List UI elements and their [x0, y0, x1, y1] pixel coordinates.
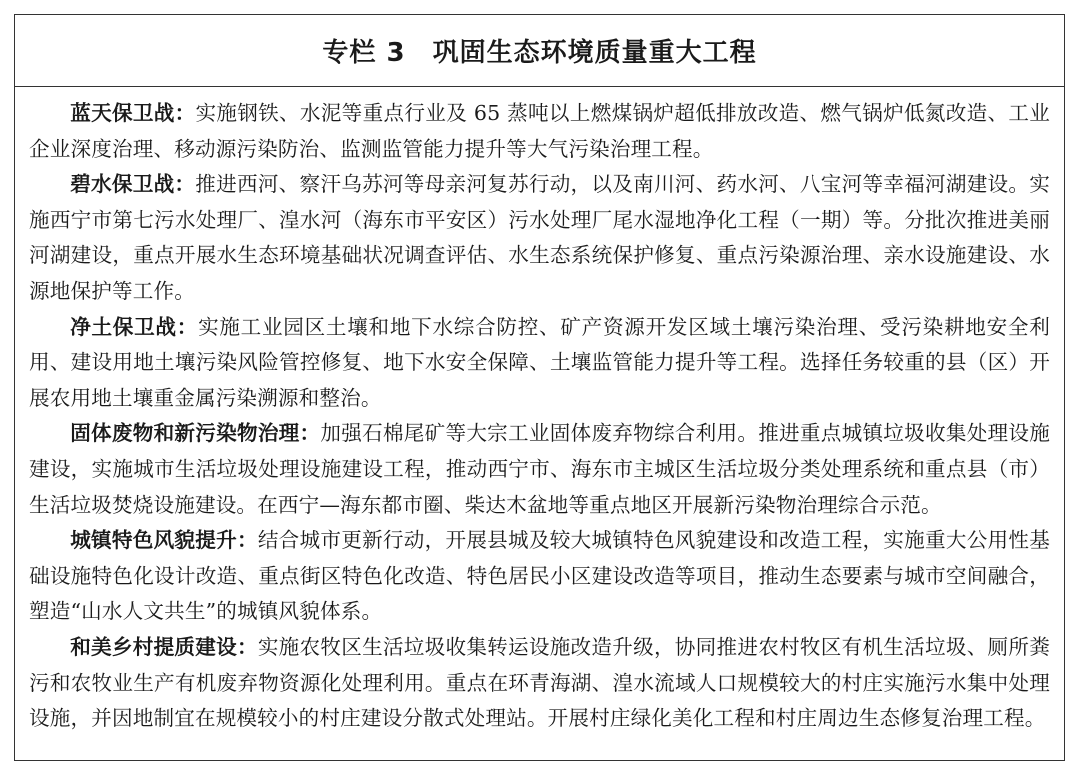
paragraph-blue-sky	[29, 96, 1050, 167]
paragraph-text: 实施工业园区土壤和地下水综合防控、矿产资源开发区域土壤污染治理、受污染耕地安全利用、建设用地土壤污染风险管控修复、地下水安全保障、土壤监管能力提升等工程。选择任务较重的县（区）开展农用地土壤重金属污染溯源和整治。	[29, 314, 1050, 410]
paragraph-lead: 净土保卫战：	[70, 314, 199, 339]
paragraph-text: 加强石棉尾矿等大宗工业固体废弃物综合利用。推进重点城镇垃圾收集处理设施建设，实施城市生活垃圾处理设施建设工程，推动西宁市、海东市主城区生活垃圾分类处理系统和重点县（市）生活垃圾焚烧设施建设。在西宁—海东都市圈、柴达木盆地等重点地区开展新污染物治理综合示范。	[29, 421, 1050, 517]
paragraph-text: 结合城市更新行动，开展县城及较大城镇特色风貌建设和改造工程，实施重大公用性基础设施特色化设计改造、重点街区特色化改造、特色居民小区建设改造等项目，推动生态要素与城市空间融合，塑造“山水人文共生”的城镇风貌体系。	[29, 528, 1050, 624]
feature-box	[14, 14, 1065, 761]
paragraph-solid-waste	[29, 416, 1050, 523]
box-content	[15, 87, 1064, 737]
paragraph-rural	[29, 630, 1050, 737]
paragraph-text: 推进西河、察汗乌苏河等母亲河复苏行动，以及南川河、药水河、八宝河等幸福河湖建设。实施西宁市第七污水处理厂、湟水河（海东市平安区）污水处理厂尾水湿地净化工程（一期）等。分批次推进美丽河湖建设，重点开展水生态环境基础状况调查评估、水生态系统保护修复、重点污染源治理、亲水设施建设、水源地保护等工作。	[29, 172, 1050, 303]
paragraph-text: 实施钢铁、水泥等重点行业及 65 蒸吨以上燃煤锅炉超低排放改造、燃气锅炉低氮改造、工业企业深度治理、移动源污染防治、监测监管能力提升等大气污染治理工程。	[29, 101, 1050, 161]
paragraph-town-style	[29, 523, 1050, 630]
paragraph-clear-water	[29, 167, 1050, 309]
paragraph-lead: 碧水保卫战：	[70, 172, 196, 197]
paragraph-clean-soil	[29, 310, 1050, 417]
paragraph-lead: 城镇特色风貌提升：	[70, 528, 258, 553]
paragraph-text: 实施农牧区生活垃圾收集转运设施改造升级，协同推进农村牧区有机生活垃圾、厕所粪污和农牧业生产有机废弃物资源化处理利用。重点在环青海湖、湟水流域人口规模较大的村庄实施污水集中处理设施，并因地制宜在规模较小的村庄建设分散式处理站。开展村庄绿化美化工程和村庄周边生态修复治理工程。	[29, 634, 1050, 731]
paragraph-lead: 蓝天保卫战：	[70, 101, 196, 125]
box-title: 专栏 3 巩固生态环境质量重大工程	[322, 38, 757, 68]
title-row	[15, 15, 1064, 87]
paragraph-lead: 固体废物和新污染物治理：	[70, 421, 321, 446]
paragraph-lead: 和美乡村提质建设：	[70, 634, 258, 659]
